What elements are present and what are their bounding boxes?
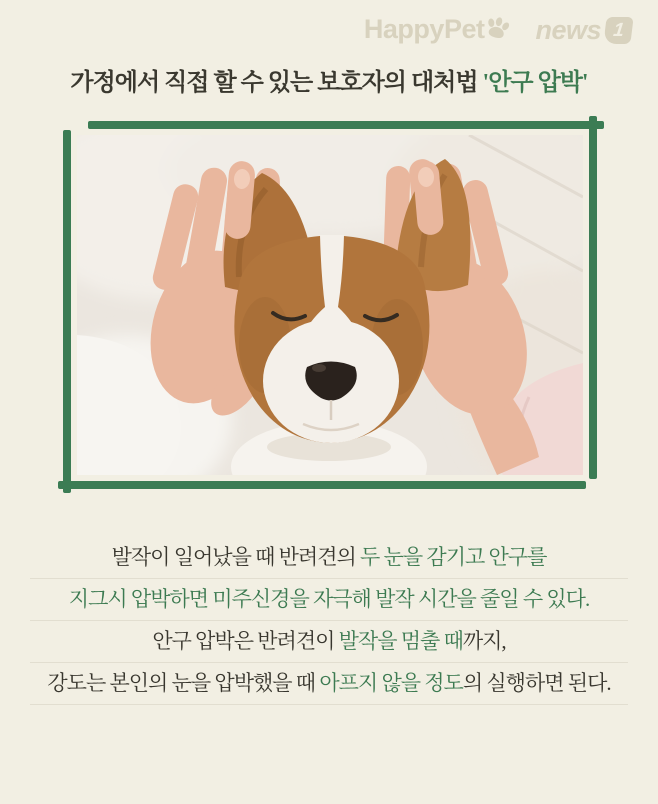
caption-highlight: 지그시 압박하면 미주신경을 자극해 발작 시간을 줄일 수 있다.: [68, 587, 590, 611]
title-highlight: '안구 압박': [482, 70, 588, 96]
happypet-logo: [364, 14, 512, 47]
news1-badge: 1: [603, 17, 633, 44]
caption-text: 발작이 일어났을 때 반려견의: [111, 545, 361, 569]
dog-photo: [77, 135, 583, 475]
frame-border-bottom: [58, 481, 586, 489]
happypet-logo-text: HappyPet: [363, 14, 485, 44]
frame-border-right: [589, 116, 597, 479]
caption-text: 의 실행하면 된다.: [462, 671, 611, 695]
caption-highlight: 두 눈을 감기고 안구를: [360, 545, 547, 569]
caption-block: [30, 537, 628, 705]
photo-frame: [63, 121, 597, 489]
frame-border-top: [88, 121, 604, 129]
caption-line-2: [30, 579, 628, 621]
caption-line-4: [30, 663, 628, 705]
news1-logo: [535, 15, 632, 46]
caption-highlight: 발작을 멈출 때: [338, 629, 463, 653]
frame-border-left: [63, 130, 71, 493]
page-title: [0, 62, 658, 97]
header: [364, 14, 632, 47]
caption-highlight: 아프지 않을 정도: [319, 671, 463, 695]
caption-line-3: [30, 621, 628, 663]
title-text: 가정에서 직접 할 수 있는 보호자의 대처법: [70, 70, 483, 96]
news1-logo-text: news: [535, 15, 601, 45]
dog-head-massage-illustration: [77, 135, 583, 475]
caption-text: 까지,: [462, 629, 506, 653]
paw-icon: [485, 16, 511, 47]
caption-text: 강도는 본인의 눈을 압박했을 때: [47, 671, 320, 695]
caption-line-1: [30, 537, 628, 579]
caption-text: 안구 압박은 반려견이: [152, 629, 339, 653]
